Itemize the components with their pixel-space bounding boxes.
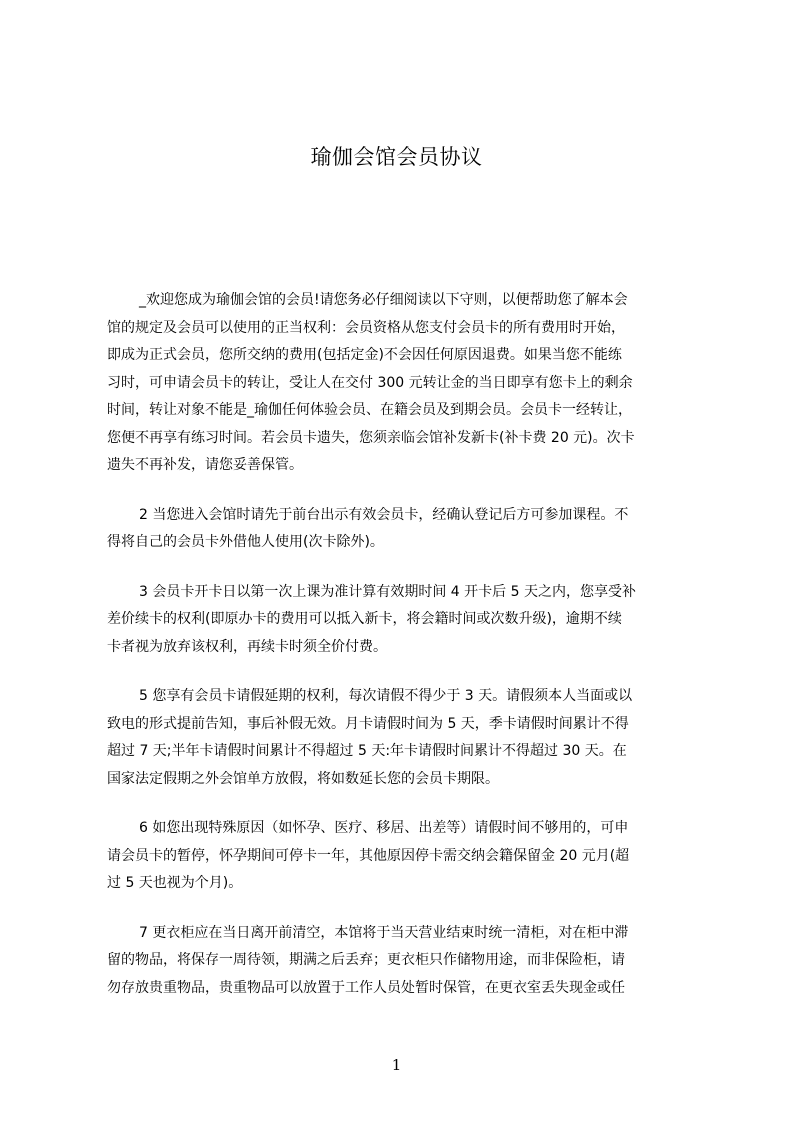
text-line: 卡者视为放弃该权利，再续卡时须全价付费。 [107,638,387,655]
text-line: 2 当您进入会馆时请先于前台出示有效会员卡，经确认登记后方可参加课程。不 [139,506,629,523]
text-line: 勿存放贵重物品，贵重物品可以放置于工作人员处暂时保管，在更衣室丢失现金或任 [107,979,625,996]
text-line: 6 如您出现特殊原因（如怀孕、医疗、移居、出差等）请假时间不够用的，可申 [139,820,629,836]
text-line: 5 您享有会员卡请假延期的权利，每次请假不得少于 3 天。请假须本人当面或以 [139,688,633,704]
document-title: 瑜伽会馆会员协议 [310,145,483,169]
text-line: 您便不再享有练习时间。若会员卡遗失，您须亲临会馆补发新卡(补卡费 20 元)。次卡 [107,429,635,446]
text-line: 7 更衣柜应在当日离开前清空，本馆将于当天营业结束时统一清柜，对在柜中滞 [139,924,629,941]
page-number: 1 [391,1056,402,1074]
paragraph-locker [107,920,697,1003]
paragraph-membership [107,287,697,480]
text-line: 超过 7 天;半年卡请假时间累计不得超过 5 天:年卡请假时间累计不得超过 30 天。在 [107,743,627,759]
text-line: 时间，转让对象不能是_瑜伽任何体验会员、在籍会员及到期会员。会员卡一经转让， [107,402,632,418]
text-line: 即成为正式会员，您所交纳的费用(包括定金)不会因任何原因退费。如果当您不能练 [107,347,622,363]
text-line: 3 会员卡开卡日以第一次上课为准计算有效期时间 4 开卡后 5 天之内，您享受补 [139,583,636,600]
text-line: 致电的形式提前告知，事后补假无效。月卡请假时间为 5 天，季卡请假时间累计不得 [107,715,629,732]
text-line: _欢迎您成为瑜伽会馆的会员!请您务必仔细阅读以下守则，以便帮助您了解本会 [139,292,628,308]
text-line: 得将自己的会员卡外借他人使用(次卡除外)。 [107,534,384,550]
text-line: 留的物品，将保存一周待领，期满之后丢弃；更衣柜只作储物用途，而非保险柜，请 [107,952,625,968]
text-line: 国家法定假期之外会馆单方放假，将如数延长您的会员卡期限。 [107,770,499,787]
text-line: 习时，可申请会员卡的转让，受让人在交付 300 元转让金的当日即享有您卡上的剩余 [107,374,633,391]
text-line: 差价续卡的权利(即原办卡的费用可以抵入新卡，将会籍时间或次数升级)，逾期不续 [107,611,622,627]
paragraph-activation [107,579,697,662]
text-line: 遗失不再补发，请您妥善保管。 [107,457,303,473]
text-line: 请会员卡的暂停，怀孕期间可停卡一年，其他原因停卡需交纳会籍保留金 20 元月(超 [107,847,630,864]
document-body [107,287,697,1024]
text-line: 馆的规定及会员可以使用的正当权利：会员资格从您支付会员卡的所有费用时开始， [107,319,625,336]
paragraph-suspension [107,815,697,898]
text-line: 过 5 天也视为个月)。 [107,875,243,891]
paragraph-leave [107,683,697,793]
paragraph-entry [107,502,697,557]
